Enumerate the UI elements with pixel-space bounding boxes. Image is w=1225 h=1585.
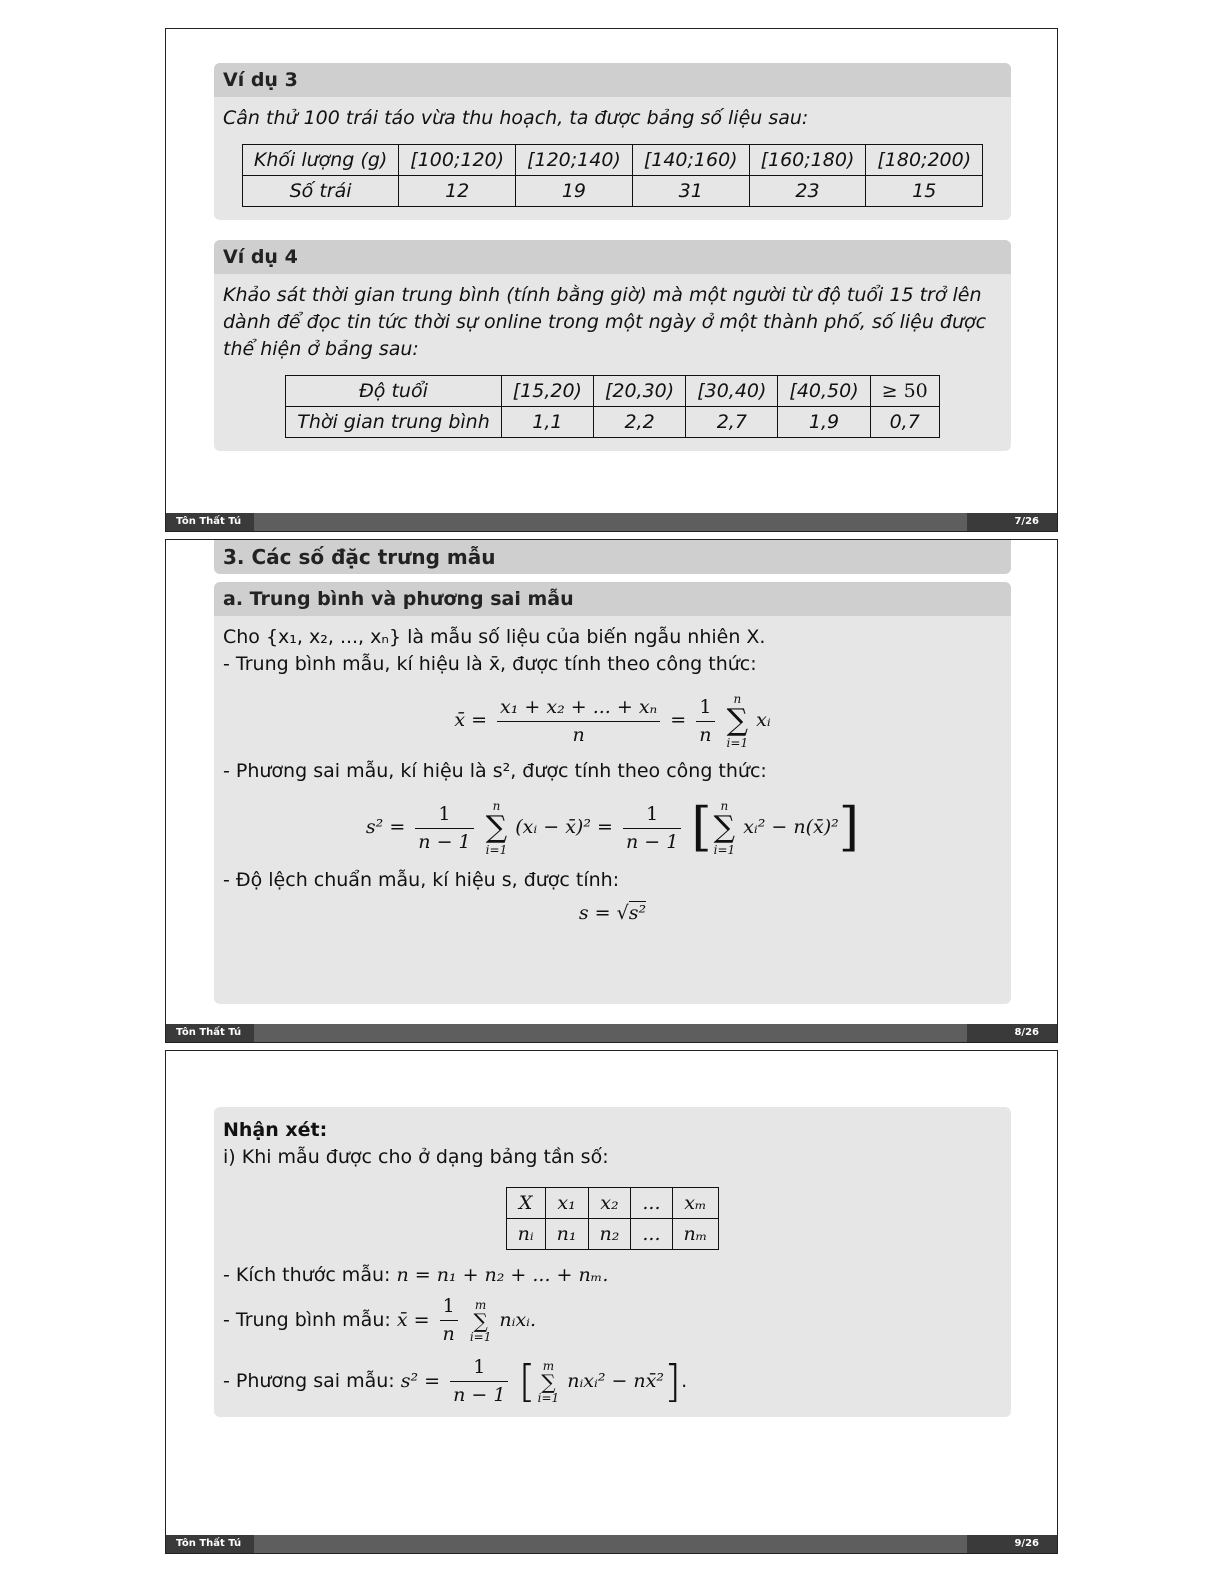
sample-definition-text: Cho {x₁, x₂, ..., xₙ} là mẫu số liệu của biến ngẫu nhiên X. — [223, 626, 766, 648]
variance-description-text: - Phương sai mẫu, kí hiệu là s², được tính theo công thức: — [223, 760, 767, 782]
table-row — [286, 376, 940, 407]
table-cell: 1,9 — [778, 407, 870, 438]
table-cell: 19 — [516, 176, 633, 207]
table-cell: 23 — [749, 176, 866, 207]
table-cell: 2,2 — [593, 407, 685, 438]
footer-author: Tôn Thất Tú — [166, 1024, 254, 1042]
table-cell: ... — [631, 1219, 672, 1250]
table-cell: n₁ — [545, 1219, 588, 1250]
footer-page-number: 8/26 — [967, 1024, 1057, 1042]
table-cell: xₘ — [672, 1188, 719, 1219]
sample-size-formula: n = n₁ + n₂ + ... + nₘ. — [396, 1264, 609, 1286]
table-cell: 2,7 — [686, 407, 778, 438]
mean-formula: x̄ = $\frac{\text{x₁ + x₂ + ... + xₙ}}{n}$ = $\frac{1}{n}$ n ∑ i=1 xᵢ — [454, 692, 771, 750]
subsection-title: a. Trung bình và phương sai mẫu — [214, 582, 1011, 616]
table-cell: X — [506, 1188, 545, 1219]
slide-7 — [165, 28, 1058, 532]
variance-formula: s² = $\frac{1}{n - 1}$ n ∑ i=1 (xᵢ − x̄)² = $\frac{1}{n - 1}$ [ n ∑ i=1 xᵢ² − n(x̄)²] — [365, 797, 860, 858]
example-4-title: Ví dụ 4 — [214, 240, 1011, 274]
reading-time-table — [285, 375, 940, 438]
table-cell: Số trái — [242, 176, 398, 207]
sample-variance-line: - Phương sai mẫu: s² = $\frac{1}{n - 1}$ [ m ∑ i=1 nᵢxᵢ² − nx̄²]. — [223, 1356, 688, 1407]
table-cell: Độ tuổi — [286, 376, 502, 407]
example-3-intro: Cân thử 100 trái táo vừa thu hoạch, ta được bảng số liệu sau: — [223, 107, 809, 129]
sample-size-line — [223, 1262, 1002, 1289]
slide-9 — [165, 1050, 1058, 1554]
table-cell: nₘ — [672, 1219, 719, 1250]
table-cell: ≥ 50 — [870, 376, 939, 407]
example-4-block — [214, 240, 1011, 451]
table-cell: 0,7 — [870, 407, 939, 438]
table-row — [506, 1188, 719, 1219]
table-row — [242, 145, 982, 176]
remark-block — [214, 1107, 1011, 1417]
slide-footer — [166, 1024, 1057, 1042]
sample-mean-label: - Trung bình mẫu: — [223, 1309, 391, 1331]
table-cell: ... — [631, 1188, 672, 1219]
apple-weight-table — [242, 144, 983, 207]
example-3-block — [214, 63, 1011, 220]
mean-description-text: - Trung bình mẫu, kí hiệu là x̄, được tính theo công thức: — [223, 653, 757, 675]
footer-author: Tôn Thất Tú — [166, 513, 254, 531]
table-cell: [30,40) — [686, 376, 778, 407]
footer-page-number: 9/26 — [967, 1535, 1057, 1553]
frequency-table-intro: i) Khi mẫu được cho ở dạng bảng tần số: — [223, 1146, 609, 1168]
table-cell: nᵢ — [506, 1219, 545, 1250]
std-formula: s = √s² — [578, 902, 647, 924]
table-cell: [100;120) — [399, 145, 516, 176]
footer-author: Tôn Thất Tú — [166, 1535, 254, 1553]
sample-mean-line: - Trung bình mẫu: x̄ = $\frac{1}{n}$ m ∑ i=1 nᵢxᵢ. — [223, 1295, 537, 1345]
example-4-intro: Khảo sát thời gian trung bình (tính bằng giờ) mà một người từ độ tuổi 15 trở lên dành để đọc tin tức thời sự online trong một ngày ở một thành phố, số liệu được thể hiện ở bảng sau: — [223, 284, 987, 360]
section-header-block — [214, 539, 1011, 574]
table-cell: [40,50) — [778, 376, 870, 407]
table-cell: Khối lượng (g) — [242, 145, 398, 176]
table-cell: [140;160) — [632, 145, 749, 176]
table-cell: [15,20) — [501, 376, 593, 407]
slide-footer — [166, 1535, 1057, 1553]
table-cell: 31 — [632, 176, 749, 207]
footer-page-number: 7/26 — [967, 513, 1057, 531]
sample-size-label: - Kích thước mẫu: — [223, 1264, 391, 1286]
slide-footer — [166, 513, 1057, 531]
sample-variance-label: - Phương sai mẫu: — [223, 1370, 395, 1392]
mean-variance-block — [214, 582, 1011, 1004]
table-cell: [160;180) — [749, 145, 866, 176]
section-title: 3. Các số đặc trưng mẫu — [214, 539, 1011, 574]
remark-title: Nhận xét: — [223, 1119, 328, 1141]
table-cell: n₂ — [588, 1219, 631, 1250]
table-cell: [180;200) — [866, 145, 983, 176]
table-cell: 12 — [399, 176, 516, 207]
table-row — [506, 1219, 719, 1250]
table-cell: 15 — [866, 176, 983, 207]
std-description-text: - Độ lệch chuẩn mẫu, kí hiệu s, được tính: — [223, 869, 620, 891]
table-cell: [120;140) — [516, 145, 633, 176]
table-row — [242, 176, 982, 207]
table-cell: [20,30) — [593, 376, 685, 407]
table-cell: x₁ — [545, 1188, 588, 1219]
table-cell: x₂ — [588, 1188, 631, 1219]
example-3-title: Ví dụ 3 — [214, 63, 1011, 97]
table-cell: Thời gian trung bình — [286, 407, 502, 438]
frequency-table — [506, 1187, 720, 1250]
table-cell: 1,1 — [501, 407, 593, 438]
table-row — [286, 407, 940, 438]
slide-8 — [165, 539, 1058, 1043]
